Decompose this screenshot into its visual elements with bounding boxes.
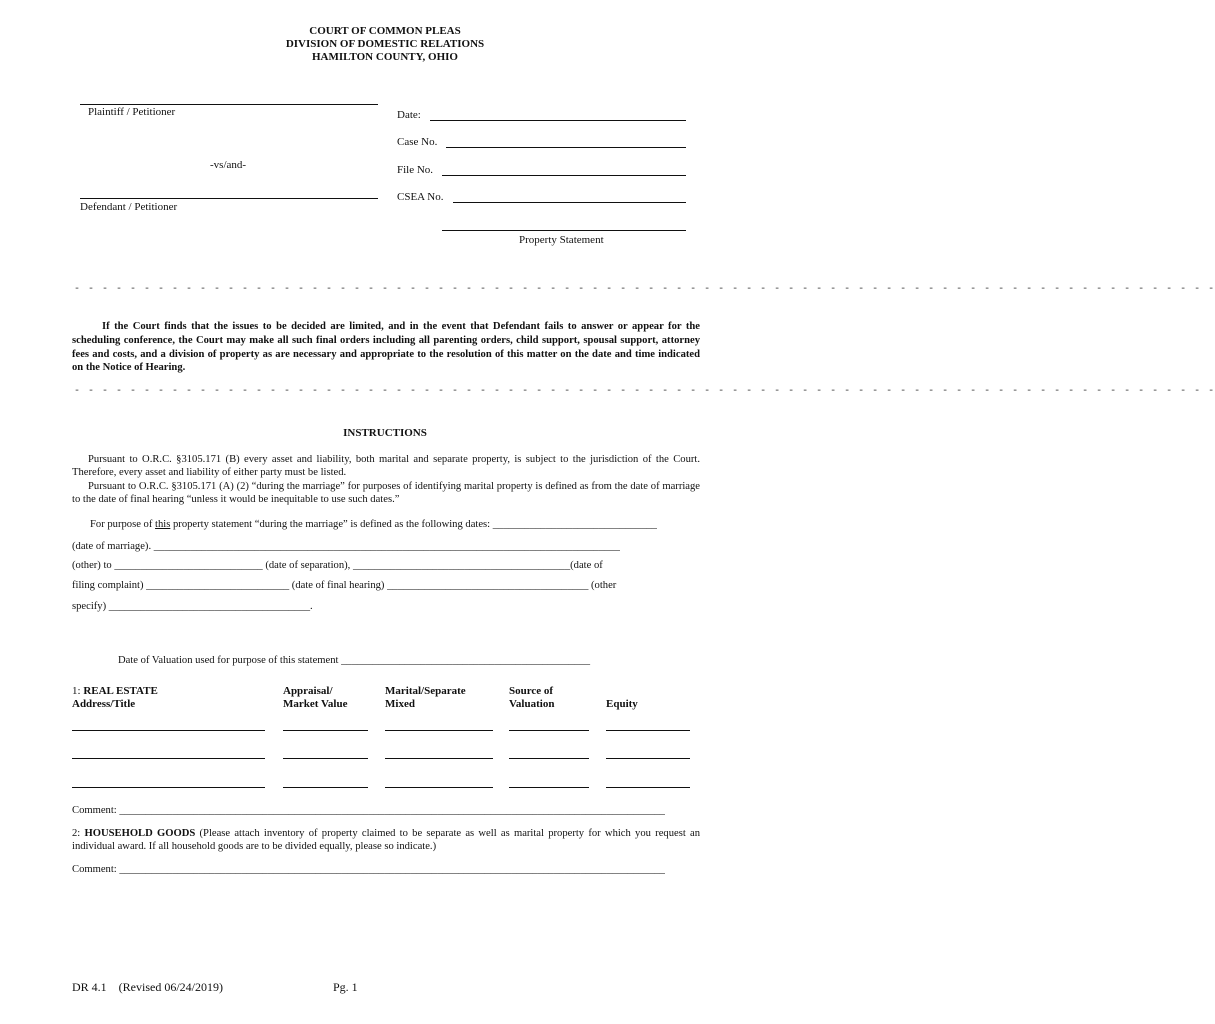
row3-marital-field[interactable]: [385, 787, 493, 788]
instructions-paragraph-1: Pursuant to O.R.C. §3105.171 (B) every asset and liability, both marital and separate property, is subject to the jurisdiction of the Court. Therefore, every asset and liability of either party must be listed.: [72, 454, 700, 478]
plaintiff-label: Plaintiff / Petitioner: [88, 106, 176, 118]
purpose-line[interactable]: [90, 519, 657, 530]
csea-field[interactable]: [453, 202, 686, 203]
file-label: File No.: [397, 164, 434, 176]
col-marital-1: Marital/Separate: [385, 685, 466, 697]
row1-appraisal-field[interactable]: [283, 730, 368, 731]
section-number-2: 2:: [72, 828, 85, 839]
defendant-line[interactable]: [80, 198, 378, 199]
row1-equity-field[interactable]: [606, 730, 690, 731]
case-field[interactable]: [446, 147, 686, 148]
case-label: Case No.: [397, 136, 438, 148]
section-number-1: 1:: [72, 685, 84, 697]
real-estate-heading: [72, 685, 158, 698]
row2-equity-field[interactable]: [606, 758, 690, 759]
form-id: DR 4.1 (Revised 06/24/2019): [72, 980, 223, 994]
household-goods-paragraph: [72, 827, 700, 853]
col-address-title: Address/Title: [72, 698, 136, 710]
court-name: COURT OF COMMON PLEAS: [309, 25, 461, 37]
row1-source-field[interactable]: [509, 730, 589, 731]
purpose-text-this: this: [155, 519, 171, 530]
household-goods-text: (Please attach inventory of property claimed to be separate as well as marital property for which you request an individual award. If all household goods are to be divided equally, please so indicate.): [72, 828, 701, 852]
dashed-separator-top: - - - - - - - - - - - - - - - - - - - - - - - - - - - - - - - - - - - - - - - - - - - - - - - - - - - - - - - - - - - - - - - - - - - - - - - - - - - - - - - - - -: [74, 284, 1215, 295]
date-label: Date:: [397, 109, 421, 121]
household-comment[interactable]: Comment: _______________________________________________________________________________________________________: [72, 864, 665, 875]
date-field[interactable]: [430, 120, 686, 121]
col-appraisal-1: Appraisal/: [283, 685, 333, 697]
date-other-line[interactable]: (other) to ____________________________ (date of separation), _________________________________________(date of: [72, 560, 603, 571]
defendant-label: Defendant / Petitioner: [80, 201, 178, 213]
vs-label: -vs/and-: [210, 159, 247, 171]
col-source-1: Source of: [509, 685, 554, 697]
notice-paragraph: If the Court finds that the issues to be decided are limited, and in the event that Defendant fails to answer or appear for the scheduling conference, the Court may make all such final orders including all parenting orders, child support, spousal support, attorney fees and costs, and a division of property as are necessary and appropriate to the resolution of this matter on the date and time indicated on the Notice of Hearing.: [72, 321, 700, 374]
row3-source-field[interactable]: [509, 787, 589, 788]
row3-address-field[interactable]: [72, 787, 265, 788]
date-filing-line[interactable]: filing complaint) ___________________________ (date of final hearing) ______________________________________ (other: [72, 580, 617, 591]
purpose-text-b: property statement “during the marriage” is defined as the following dates: _______________________________: [170, 519, 657, 530]
page-number: Pg. 1: [333, 980, 358, 994]
plaintiff-line[interactable]: [80, 104, 378, 105]
row1-address-field[interactable]: [72, 730, 265, 731]
instructions-title: INSTRUCTIONS: [343, 427, 427, 439]
title-line: [442, 230, 686, 231]
purpose-text-a: For purpose of: [90, 519, 156, 530]
court-division: DIVISION OF DOMESTIC RELATIONS: [285, 38, 485, 50]
col-appraisal-2: Market Value: [283, 698, 348, 710]
valuation-date-line[interactable]: Date of Valuation used for purpose of this statement _______________________________________________: [118, 655, 591, 666]
row2-appraisal-field[interactable]: [283, 758, 368, 759]
row2-address-field[interactable]: [72, 758, 265, 759]
date-specify-line[interactable]: specify) ______________________________________.: [72, 601, 313, 612]
row2-marital-field[interactable]: [385, 758, 493, 759]
instructions-paragraph-2: Pursuant to O.R.C. §3105.171 (A) (2) “during the marriage” for purposes of identifying marital property is defined as from the date of marriage to the date of final hearing “unless it would be inequitable to use such dates.”: [72, 481, 700, 505]
date-of-marriage-line[interactable]: (date of marriage). ________________________________________________________________________________________: [72, 541, 620, 552]
real-estate-title: REAL ESTATE: [83, 685, 158, 697]
real-estate-comment[interactable]: Comment: _______________________________________________________________________________________________________: [72, 805, 665, 816]
col-equity: Equity: [606, 698, 638, 710]
document-title: Property Statement: [519, 234, 604, 246]
dashed-separator-bottom: - - - - - - - - - - - - - - - - - - - - - - - - - - - - - - - - - - - - - - - - - - - - - - - - - - - - - - - - - - - - - - - - - - - - - - - - - - - - - - - - - -: [74, 386, 1215, 397]
csea-label: CSEA No.: [397, 191, 444, 203]
row1-marital-field[interactable]: [385, 730, 493, 731]
household-goods-title: HOUSEHOLD GOODS: [84, 828, 196, 839]
col-source-2: Valuation: [509, 698, 555, 710]
row3-equity-field[interactable]: [606, 787, 690, 788]
col-marital-2: Mixed: [385, 698, 415, 710]
row2-source-field[interactable]: [509, 758, 589, 759]
court-county: HAMILTON COUNTY, OHIO: [312, 51, 458, 63]
file-field[interactable]: [442, 175, 686, 176]
row3-appraisal-field[interactable]: [283, 787, 368, 788]
